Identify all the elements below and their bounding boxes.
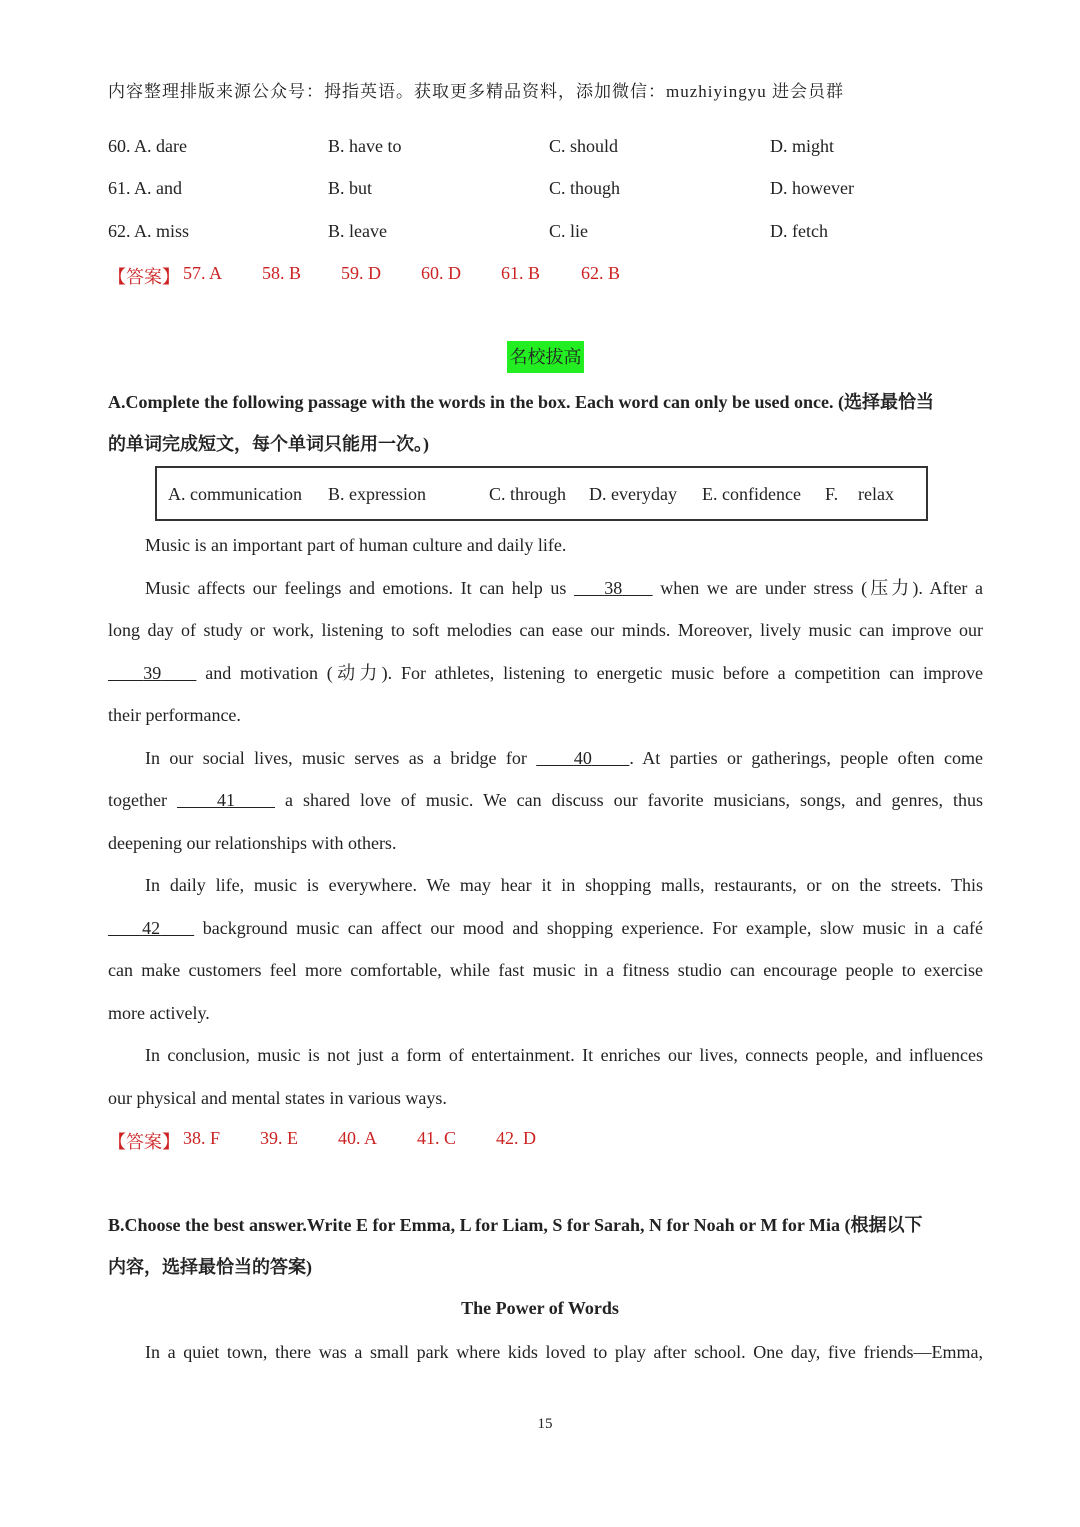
blank-number: 39 [143,663,162,683]
answer-item: 62. B [581,263,621,283]
word-option: C. through [489,484,567,504]
paragraph-3-line3: deepening our relationships with others. [108,833,397,853]
blank-42 [108,918,194,938]
answer-item: 40. A [338,1128,378,1148]
paragraph-3-line1 [145,737,983,780]
paragraph-2-line4: their performance. [108,705,241,725]
text: . At parties or gatherings, people often come [629,748,984,768]
paragraph-4-line3: can make customers feel more comfortable, while fast music in a fitness studio can encourage people to exercise [108,960,983,980]
text: In our social lives, music serves as a bridge for [145,748,537,768]
word-option: relax [858,484,894,504]
text: together [108,790,177,810]
blank-39 [108,663,196,683]
word-option: D. everyday [589,484,677,504]
option-c: C. lie [549,221,588,241]
part-a-instruction-line1: A.Complete the following passage with the words in the box. Each word can only be used once. (选择最恰当 [108,392,935,412]
part-a-instruction-line2: 的单词完成短文，每个单词只能用一次。) [108,434,429,454]
option-a: 61. A. and [108,178,182,198]
answer-key-2 [108,1128,608,1154]
paragraph-5-line2: our physical and mental states in various ways. [108,1088,447,1108]
word-option: A. communication [168,484,302,504]
option-a: 60. A. dare [108,136,187,156]
paragraph-3-line2 [108,779,983,822]
paragraph-4-line1: In daily life, music is everywhere. We may hear it in shopping malls, restaurants, or on the streets. This [145,875,983,895]
option-c: C. though [549,178,621,198]
text: Music affects our feelings and emotions. It can help us [145,578,574,598]
option-d: D. might [770,136,835,156]
option-row-60 [108,136,1008,162]
answer-item: 57. A [183,263,223,283]
paragraph-2-line1 [145,567,983,610]
answer-key-1 [108,263,708,289]
blank-number: 40 [573,748,592,768]
word-option: B. expression [328,484,426,504]
blank-41 [177,790,275,810]
answer-item: 59. D [341,263,381,283]
page-number: 15 [537,1416,553,1432]
option-d: D. however [770,178,854,198]
option-b: B. have to [328,136,402,156]
blank-number: 41 [216,790,235,810]
paragraph-2-line2: long day of study or work, listening to soft melodies can ease our minds. Moreover, lively music can improve our [108,620,983,640]
answer-item: 38. F [183,1128,221,1148]
passage-title: The Power of Words [461,1298,619,1318]
part-b-paragraph-1: In a quiet town, there was a small park where kids loved to play after school. One day, five friends—Emma, [145,1342,983,1362]
paragraph-4-line4: more actively. [108,1003,210,1023]
text: a shared love of music. We can discuss our favorite musicians, songs, and genres, thus [274,790,984,810]
answer-item: 60. D [421,263,461,283]
blank-number: 38 [604,578,623,598]
answer-item: 39. E [260,1128,298,1148]
answer-item: 41. C [417,1128,457,1148]
text: and motivation (动力). For athletes, listening to energetic music before a competition can improve [196,663,983,683]
word-option: E. confidence [702,484,801,504]
answer-label: 【答案】 [108,267,180,287]
part-b-instruction-line2: 内容，选择最恰当的答案) [108,1257,312,1277]
option-d: D. fetch [770,221,828,241]
text: background music can affect our mood and shopping experience. For example, slow music in a café [194,918,983,938]
paragraph-1: Music is an important part of human culture and daily life. [145,535,567,555]
header-source-note: 内容整理排版来源公众号：拇指英语。获取更多精品资料，添加微信：muzhiyingyu 进会员群 [108,82,844,101]
part-b-instruction-line1: B.Choose the best answer.Write E for Emma, L for Liam, S for Sarah, N for Noah or M for Mia (根据以下 [108,1215,923,1235]
paragraph-4-line2 [108,907,983,950]
word-option: F. [825,484,839,504]
option-a: 62. A. miss [108,221,190,241]
option-b: B. leave [328,221,387,241]
blank-number: 42 [142,918,161,938]
option-c: C. should [549,136,619,156]
option-b: B. but [328,178,373,198]
answer-item: 42. D [496,1128,536,1148]
word-box [155,466,928,521]
section-badge: 名校拔高 [507,341,584,373]
blank-40 [536,748,629,768]
answer-item: 61. B [501,263,541,283]
paragraph-2-line3 [108,652,983,695]
paragraph-5-line1: In conclusion, music is not just a form of entertainment. It enriches our lives, connects people, and influences [145,1045,983,1065]
option-row-61 [108,178,1008,204]
answer-label: 【答案】 [108,1132,180,1152]
option-row-62 [108,221,1008,247]
blank-38 [574,578,653,598]
text: when we are under stress (压力). After a [652,578,984,598]
answer-item: 58. B [262,263,302,283]
